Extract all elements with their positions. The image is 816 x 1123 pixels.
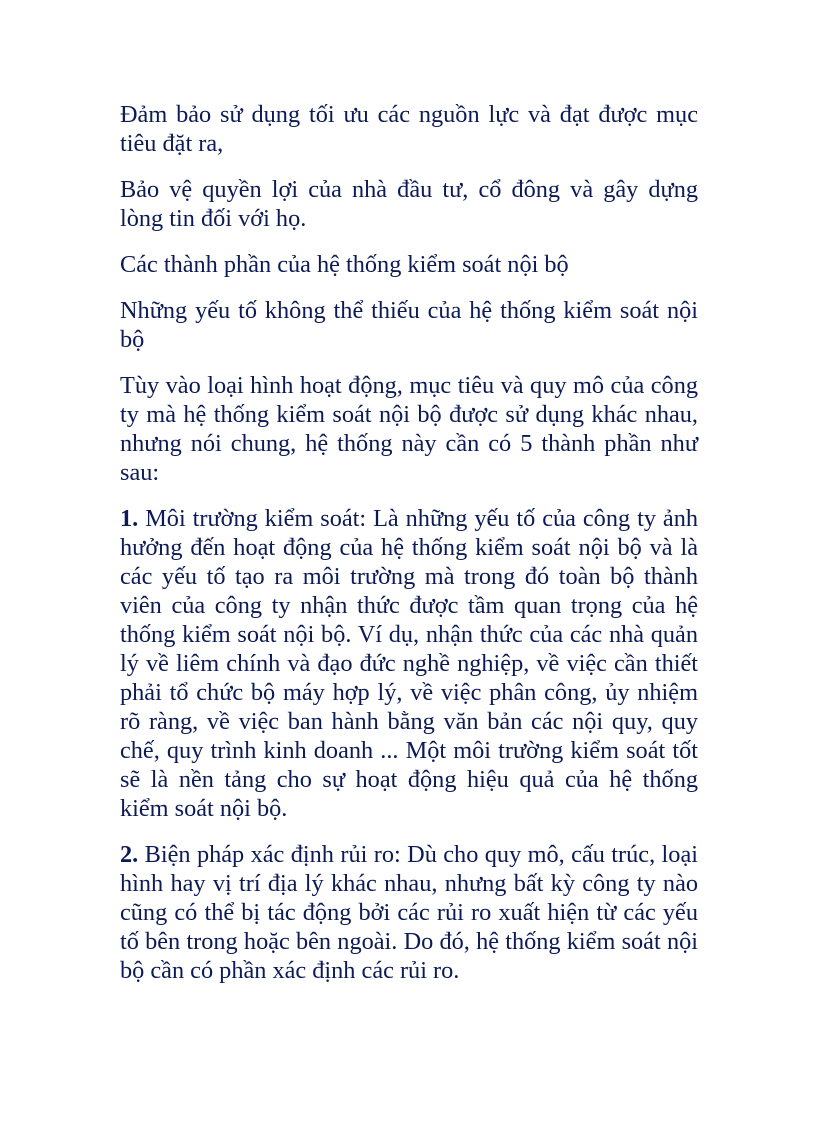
paragraph-text: Các thành phần của hệ thống kiểm soát nội bộ — [120, 251, 569, 278]
paragraph-text: Bảo vệ quyền lợi của nhà đầu tư, cổ đông và gây dựng lòng tin đối với họ. — [120, 176, 698, 232]
paragraph-intro — [120, 371, 698, 487]
paragraph-text: Những yếu tố không thể thiếu của hệ thống kiểm soát nội bộ — [120, 297, 698, 353]
document-page — [120, 100, 698, 1002]
list-item-control-environment — [120, 504, 698, 823]
paragraph-text: Môi trường kiểm soát: Là những yếu tố của công ty ảnh hưởng đến hoạt động của hệ thống kiểm soát nội bộ và là các yếu tố tạo ra môi trường mà trong đó toàn bộ thành viên của công ty nhận thức được tầm quan trọng của hệ thống kiểm soát nội bộ. Ví dụ, nhận thức của các nhà quản lý về liêm chính và đạo đức nghề nghiệp, về việc cần thiết phải tổ chức bộ máy hợp lý, về việc phân công, ủy nhiệm rõ ràng, về việc ban hành bằng văn bản các nội quy, quy chế, quy trình kinh doanh ... Một môi trường kiểm soát tốt sẽ là nền tảng cho sự hoạt động hiệu quả của hệ thống kiểm soát nội bộ. — [120, 505, 698, 822]
list-item-number: 1. — [120, 505, 139, 532]
list-item-number: 2. — [120, 841, 139, 868]
paragraph-text: Đảm bảo sử dụng tối ưu các nguồn lực và đạt được mục tiêu đặt ra, — [120, 101, 698, 157]
paragraph-goal — [120, 100, 698, 158]
list-item-risk-assessment — [120, 840, 698, 985]
section-heading-components — [120, 250, 698, 279]
section-subheading-essential — [120, 296, 698, 354]
paragraph-text: Tùy vào loại hình hoạt động, mục tiêu và quy mô của công ty mà hệ thống kiểm soát nội bộ được sử dụng khác nhau, nhưng nói chung, hệ thống này cần có 5 thành phần như sau: — [120, 372, 698, 486]
paragraph-investors — [120, 175, 698, 233]
paragraph-text: Biện pháp xác định rủi ro: Dù cho quy mô, cấu trúc, loại hình hay vị trí địa lý khác nhau, nhưng bất kỳ công ty nào cũng có thể bị tác động bởi các rủi ro xuất hiện từ các yếu tố bên trong hoặc bên ngoài. Do đó, hệ thống kiểm soát nội bộ cần có phần xác định các rủi ro. — [120, 841, 698, 984]
